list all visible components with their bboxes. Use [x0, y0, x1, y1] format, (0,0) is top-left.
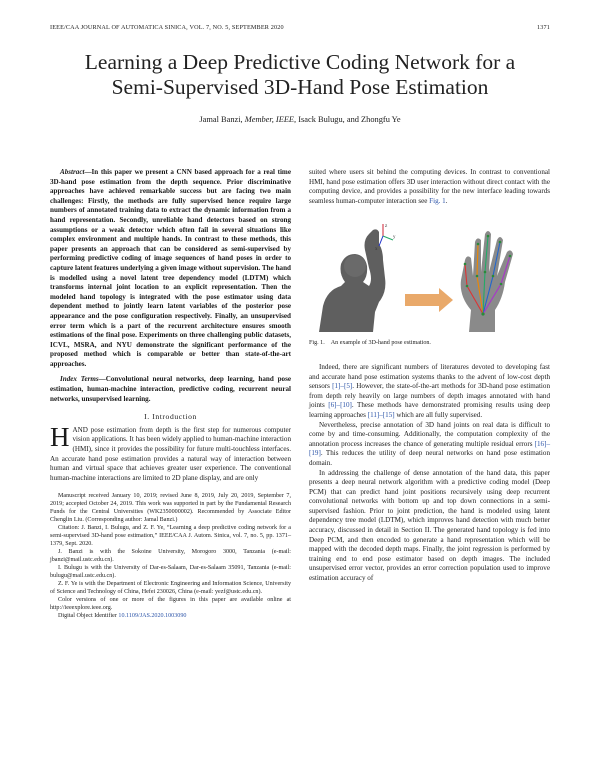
ref-link-16-19[interactable]: [16]–[19] — [309, 439, 550, 458]
intro-paragraph — [50, 421, 291, 484]
footnote-author-3: Z. F. Ye is with the Department of Electronic Engineering and Information Science, University of Science and Technology of China, Hefei 230026, China (e-mail: yezf@ustc.edu.cn). — [50, 581, 291, 596]
right-column — [309, 168, 550, 584]
doi-link[interactable]: 10.1109/JAS.2020.1003090 — [118, 613, 187, 620]
other-authors: Isack Bulugu, and Zhongfu Ye — [298, 115, 401, 124]
footnote-manuscript: Manuscript received January 10, 2019; revised June 8, 2019, July 20, 2019, September 7, 2019; accepted October 24, 2019. This work was supported in part by the Fundamental Research Funds for the Central Universities (WK2350000002). Recommended by Associate Editor Chenglin Liu. (Corresponding author: Jamal Banzi.) — [50, 493, 291, 524]
author-list — [50, 115, 550, 124]
ref-link-6-10[interactable]: [6]–[10] — [328, 401, 352, 410]
index-terms-text: —Convolutional neural networks, deep learning, hand pose estimation, human-machine interaction, predictive coding, recurrent neural networks, unsupervised learning. — [50, 375, 291, 403]
journal-name: IEEE/CAA JOURNAL OF AUTOMATICA SINICA, VOL. 7, NO. 5, SEPTEMBER 2020 — [50, 24, 284, 31]
title-line-1: Learning a Deep Predictive Coding Network for a — [84, 50, 516, 74]
abstract-label: Abstract — [60, 168, 85, 176]
arrow-right-icon — [405, 288, 453, 312]
doi-label: Digital Object Identifier — [58, 613, 117, 620]
abstract — [50, 168, 291, 369]
p1-text-b: . However, the state-of-the-art methods for 3D-hand pose estimation from depth rely heavily on large numbers of depth images annotated with hand joints — [309, 382, 550, 410]
person-silhouette — [319, 230, 385, 333]
hand-pose-illustration — [309, 220, 550, 332]
p2-text-b: . This reduces the utility of deep neural networks on hand pose estimation domain. — [309, 449, 550, 467]
left-column — [50, 168, 291, 620]
ref-link-1-5[interactable]: [1]–[5] — [332, 382, 353, 391]
svg-text:z: z — [385, 224, 388, 230]
paper-title — [20, 50, 580, 100]
title-line-2: Semi-Supervised 3D-Hand Pose Estimation — [111, 75, 489, 99]
right-p0-text: suited where users sit behind the computing devices. In contrast to conventional HMI, hand pose estimation offers 3D user interaction without direct contact with the computing device, and provides a possibility for the new interface leading towards seamless human-computer interaction see — [309, 168, 550, 205]
fig1-link[interactable]: Fig. 1 — [429, 196, 446, 205]
footnote-citation: Citation: J. Banzi, I. Bulugu, and Z. F. Ye, “Learning a deep predictive coding network for a semi-supervised 3D-hand pose estimation,” IEEE/CAA J. Autom. Sinica, vol. 7, no. 5, pp. 1371–1379, Sept. 2020. — [50, 525, 291, 548]
p1-text-c: . These methods have demonstrated promising results using deep learning approaches — [309, 401, 550, 419]
right-p0-end: . — [445, 196, 448, 205]
p1-text-a: Indeed, there are significant numbers of literatures devoted to developing fast and accurate hand pose estimation systems thanks to the advent of low-cost depth sensors — [309, 362, 550, 391]
svg-text:y: y — [393, 235, 396, 241]
running-header — [50, 24, 550, 36]
figure-1-number: Fig. 1. — [309, 340, 325, 347]
index-terms — [50, 375, 291, 404]
abstract-text: —In this paper we present a CNN based approach for a real time 3D-hand pose estimation from the depth sequence. Prior discriminative approaches have achieved remarkable success but are facing two main challenges: Firstly, the methods are fully supervised hence require large numbers of annotated training data to extract the dynamic information from a hand representation. Secondly, unreliable hand detectors based on strong assumptions or a weak detector which often fail in several situations like complex environment and multiple hands. In contrast to these methods, this paper presents an approach that can be considered as semi-supervised by performing predictive coding of image sequences of hand poses in order to capture latent features underlying a given image without supervision. The hand is modelled using a novel latent tree dependency model (LDTM) which transforms internal joint location to an explicit representation. Then the modeled hand topology is integrated with the pose estimator using data dependent method to jointly learn latent variables of the posterior pose appearance and the pose configuration respectively. Finally, an unsupervised error term which is a part of the recurrent architecture ensures smooth estimations of the final pose. Experiments on three challenging public datasets, ICVL, MSRA, and NYU demonstrate the significant performance of the proposed method which is comparable or better than state-of-the-art approaches. — [50, 168, 291, 368]
p2-text-a: Nevertheless, precise annotation of 3D hand joints on real data is difficult to come by and time-consuming. Additionally, the computation complexity of the annotation process increases the chance of generating multiple residual errors — [309, 420, 550, 448]
figure-1-caption-text: An example of 3D-hand pose estimation. — [330, 340, 431, 347]
figure-1-caption — [309, 339, 550, 349]
author-1: Jamal Banzi, — [199, 115, 243, 124]
footnote-color-versions: Color versions of one or more of the figures in this paper are available online at http://ieeexplore.ieee.org. — [50, 597, 291, 612]
doi-line — [50, 612, 291, 620]
figure-1 — [309, 220, 550, 332]
footnote-author-2: I. Bulugu is with the University of Dar-es-Salaam, Dar-es-Salaam 35091, Tanzania (e-mail: bulugu@mail.ustc.edu.cn). — [50, 565, 291, 580]
drop-cap: H — [50, 421, 70, 452]
intro-text: AND pose estimation from depth is the first step for numerous computer vision applications. It has been widely applied to human-machine interaction (HMI), since it provides the possibility for future multi-touchless interfaces. An accurate hand pose estimation provides a natural way of interaction between human and virtual space that achieves greater user experience. The conventional human-machine interactions are limited to 2D plane display, and are only — [50, 425, 291, 482]
section-heading-introduction: I. Introduction — [144, 412, 197, 422]
footnote-author-1: J. Banzi is with the Sokoine University, Morogoro 3000, Tanzania (e-mail: jbanzi@mail.ustc.edu.cn). — [50, 549, 291, 564]
ref-link-11-15[interactable]: [11]–[15] — [367, 410, 395, 419]
right-paragraph-2 — [309, 421, 550, 469]
author-1-role: Member, IEEE, — [244, 115, 297, 124]
right-paragraph-1 — [309, 363, 550, 421]
p1-text-d: which are all fully supervised. — [394, 410, 483, 419]
footnotes — [50, 489, 291, 620]
right-paragraph-3: In addressing the challenge of dense annotation of the hand data, this paper presents a deep neural network algorithm with a predictive coding model (Deep PCM) that can predict hand joint positions recursively using deep recurrent convolutional networks with bottom up and top down connections in a semi-supervised fashion. Prior to joint prediction, the hand is modeled using latent dependency tree model (LDTM), which improves hand detection with much better accuracy, discussed in detail in Section II. The generated hand topology is fed into Deep PCM, and then encoded to generate a hand representation which will be mapped with the decoded depth maps. Finally, the joint regression is performed by training end to end pose estimator based on depth images. The included unsupervised error vector, provides an error correction population used to improve estimation accuracy of — [309, 468, 550, 583]
svg-text:x: x — [375, 247, 378, 253]
right-paragraph-0 — [309, 168, 550, 206]
page-number: 1371 — [537, 24, 550, 31]
index-terms-label: Index Terms — [60, 375, 99, 384]
